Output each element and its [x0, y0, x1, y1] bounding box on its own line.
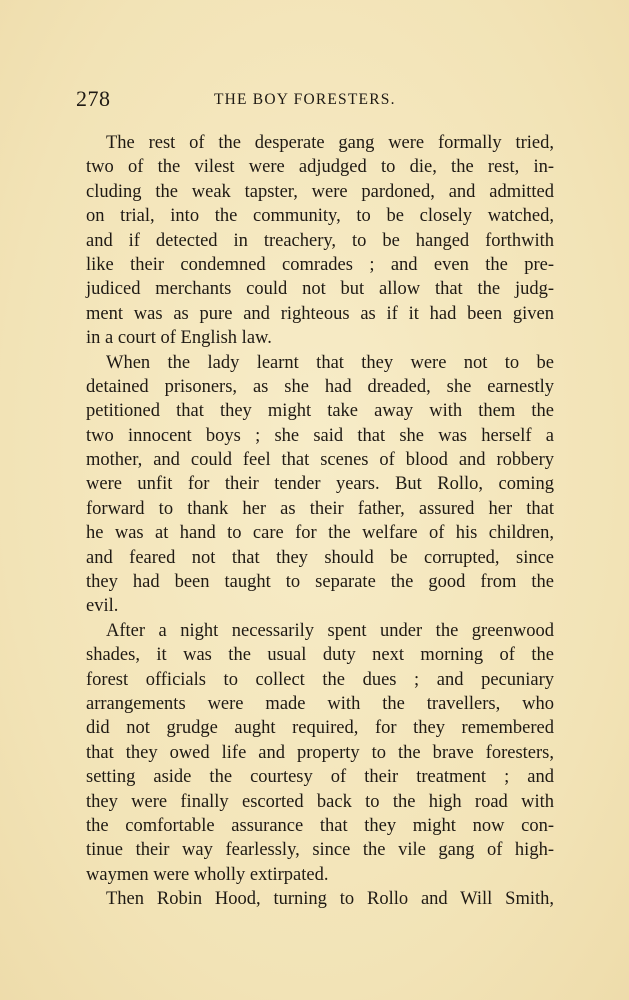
text-line: setting aside the courtesy of their treatment ; and [86, 767, 554, 788]
text-line: detained prisoners, as she had dreaded, she earnestly [86, 376, 554, 397]
text-line: ment was as pure and righteous as if it had been given [86, 303, 554, 324]
text-line: waymen were wholly extirpated. [86, 864, 329, 885]
text-line: forest officials to collect the dues ; and pecuniary [86, 669, 554, 690]
text-line: and if detected in treachery, to be hanged forthwith [86, 230, 554, 251]
text-line: two of the vilest were adjudged to die, the rest, in- [86, 157, 554, 178]
text-line: arrangements were made with the travellers, who [86, 693, 554, 714]
text-line: he was at hand to care for the welfare of his children, [86, 523, 554, 544]
text-line: Then Robin Hood, turning to Rollo and Will Smith, [106, 889, 554, 910]
text-line: that they owed life and property to the brave foresters, [86, 742, 554, 763]
text-line: they had been taught to separate the good from the [86, 572, 554, 593]
page-number: 278 [76, 86, 111, 111]
text-line: cluding the weak tapster, were pardoned, and admitted [86, 181, 554, 202]
text-line: After a night necessarily spent under the greenwood [106, 620, 554, 641]
text-line: When the lady learnt that they were not to be [106, 352, 554, 373]
text-line: like their condemned comrades ; and even the pre- [86, 254, 554, 275]
text-line: did not grudge aught required, for they remembered [86, 718, 554, 739]
text-line: were unfit for their tender years. But Rollo, coming [86, 474, 554, 495]
text-line: judiced merchants could not but allow that the judg- [86, 279, 554, 300]
text-line: and feared not that they should be corrupted, since [86, 547, 554, 568]
text-line: two innocent boys ; she said that she was herself a [86, 425, 554, 446]
body-text [86, 131, 554, 912]
text-line: the comfortable assurance that they might now con- [86, 815, 554, 836]
text-line: petitioned that they might take away with them the [86, 401, 554, 422]
page-header [76, 86, 555, 116]
text-line: forward to thank her as their father, assured her that [86, 498, 554, 519]
text-line: tinue their way fearlessly, since the vile gang of high- [86, 840, 554, 861]
running-title: THE BOY FORESTERS. [214, 91, 396, 108]
text-line: mother, and could feel that scenes of blood and robbery [86, 450, 554, 471]
text-line: The rest of the desperate gang were formally tried, [106, 133, 554, 153]
text-line: shades, it was the usual duty next morning of the [86, 645, 554, 666]
text-line: they were finally escorted back to the high road with [86, 791, 554, 812]
text-line: on trial, into the community, to be closely watched, [86, 206, 554, 227]
text-line: in a court of English law. [86, 328, 272, 349]
text-line: evil. [86, 596, 119, 617]
